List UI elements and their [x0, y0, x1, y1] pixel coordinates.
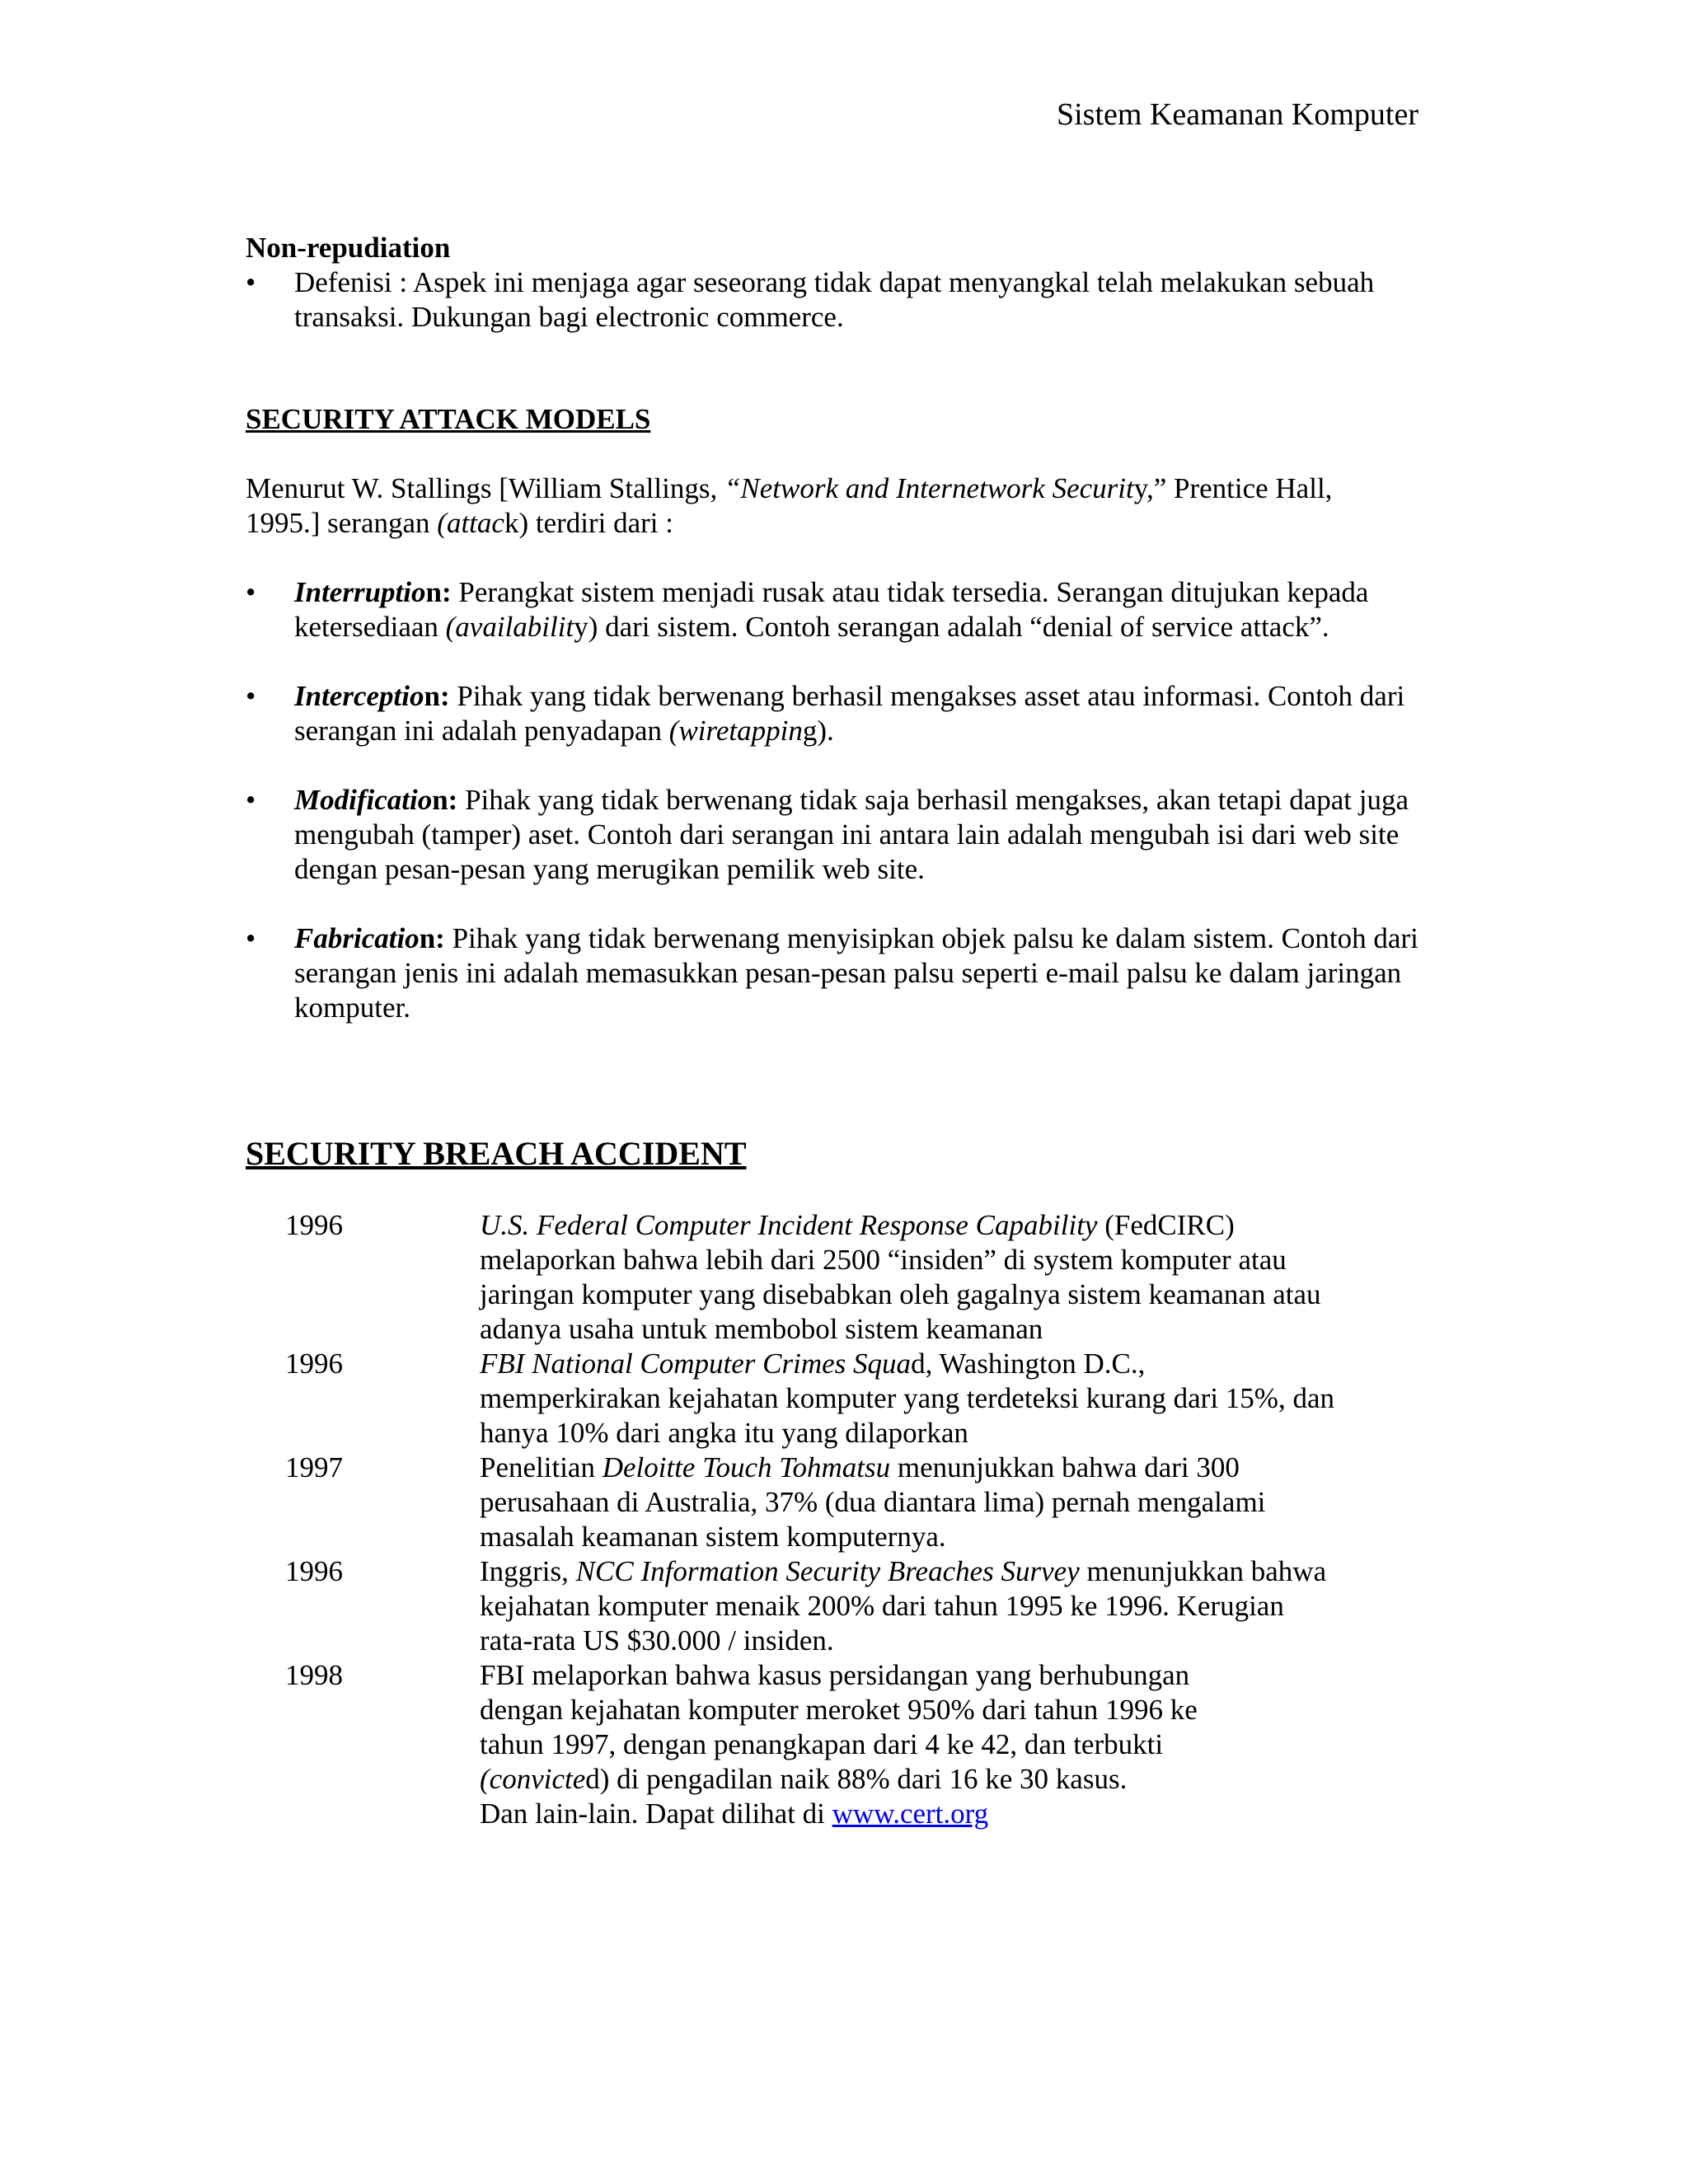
- breach-text: dengan kejahatan komputer meroket 950% dari tahun 1996 ke: [480, 1694, 1198, 1726]
- attack-term: [294, 680, 450, 712]
- intro-text: Menurut W. Stallings [William Stallings,: [246, 472, 724, 504]
- section-heading-attack-models: SECURITY ATTACK MODELS: [246, 403, 651, 435]
- breach-line: [480, 1727, 1386, 1762]
- breach-text: FBI National Computer Crimes Squa: [480, 1347, 912, 1380]
- breach-line: [480, 1381, 1386, 1416]
- breach-line: [480, 1520, 1386, 1554]
- breach-text: masalah keamanan sistem komputernya.: [480, 1521, 946, 1553]
- breach-text: d, Washington D.C.,: [911, 1347, 1146, 1380]
- attack-list-item: [246, 783, 1432, 887]
- breach-text: Inggris,: [480, 1555, 576, 1587]
- breach-line: [480, 1416, 1386, 1451]
- breach-text: (FedCIRC): [1097, 1209, 1235, 1241]
- breach-line: [480, 1347, 1386, 1381]
- attack-description: (availabilit: [445, 611, 574, 643]
- breach-text: jaringan komputer yang disebabkan oleh gagalnya sistem keamanan atau: [480, 1278, 1321, 1310]
- breach-text: tahun 1997, dengan penangkapan dari 4 ke 42, dan terbukti: [480, 1728, 1164, 1760]
- attack-description: Perangkat sistem menjadi rusak atau tidak tersedia. Serangan ditujukan kepada ketersediaan: [294, 576, 1369, 643]
- attack-term-italic: Fabricatio: [294, 922, 420, 954]
- non-repudiation-title: Non-repudiation: [246, 232, 451, 264]
- breach-text: kejahatan komputer menaik 200% dari tahun 1995 ke 1996. Kerugian: [480, 1590, 1284, 1622]
- breach-description: [480, 1554, 1386, 1658]
- breach-description: [480, 1451, 1386, 1554]
- breach-text: Deloitte Touch Tohmatsu: [602, 1451, 891, 1483]
- bullet-icon: •: [246, 922, 256, 954]
- breach-text: adanya usaha untuk membobol sistem keamanan: [480, 1313, 1043, 1345]
- attack-term: [294, 922, 445, 954]
- breach-entry: [285, 1347, 1439, 1451]
- non-repudiation-list: [246, 265, 1432, 335]
- bullet-icon: •: [246, 680, 256, 712]
- breach-text: melaporkan bahwa lebih dari 2500 “insiden” di system komputer atau: [480, 1244, 1287, 1276]
- breach-line: [480, 1762, 1386, 1797]
- attack-term: [294, 576, 452, 608]
- breach-text: Penelitian: [480, 1451, 603, 1483]
- breach-year: 1996: [285, 1209, 343, 1241]
- attack-term-tail: n:: [419, 922, 445, 954]
- attack-term-italic: Interruptio: [294, 576, 426, 608]
- breach-text: hanya 10% dari angka itu yang dilaporkan: [480, 1417, 968, 1449]
- attack-list-item: [246, 921, 1432, 1025]
- list-item: [246, 265, 1432, 335]
- breach-text: (convicte: [480, 1763, 586, 1795]
- breach-line: [480, 1277, 1386, 1312]
- breach-line: [480, 1589, 1386, 1624]
- breach-year: 1996: [285, 1347, 343, 1380]
- attack-description: Pihak yang tidak berwenang berhasil mengakses asset atau informasi. Contoh dari serangan ini adalah penyadapan: [294, 680, 1405, 747]
- breach-line: [480, 1658, 1386, 1693]
- breach-description: [480, 1347, 1386, 1451]
- breach-entry: [285, 1658, 1439, 1831]
- intro-text: y,” Prentice Hall, 1995.] serangan: [246, 472, 1333, 539]
- breach-line: [480, 1797, 1386, 1831]
- breach-text: FBI melaporkan bahwa kasus persidangan yang berhubungan: [480, 1659, 1190, 1691]
- breach-text: Dan lain-lain. Dapat dilihat di: [480, 1797, 832, 1830]
- breach-text: memperkirakan kejahatan komputer yang terdeteksi kurang dari 15%, dan: [480, 1382, 1334, 1414]
- attack-description: Pihak yang tidak berwenang tidak saja berhasil mengakses, akan tetapi dapat juga mengubah (tamper) aset. Contoh dari serangan ini antara lain adalah mengubah isi dari web site dengan pesan-pesan yang merugikan pemilik web site.: [294, 784, 1409, 885]
- attack-term-italic: Interceptio: [294, 680, 424, 712]
- breach-text: d) di pengadilan naik 88% dari 16 ke 30 kasus.: [585, 1763, 1128, 1795]
- breach-line: [480, 1208, 1386, 1243]
- bullet-icon: •: [246, 784, 256, 816]
- breach-text: menunjukkan bahwa dari 300: [890, 1451, 1240, 1483]
- attack-term-tail: n:: [432, 784, 458, 816]
- breach-text: NCC Information Security Breaches Survey: [575, 1555, 1080, 1587]
- breach-text: perusahaan di Australia, 37% (dua diantara lima) pernah mengalami: [480, 1486, 1266, 1518]
- running-header: Sistem Keamanan Komputer: [1056, 97, 1418, 132]
- intro-book-title: “Network and Internetwork Securit: [724, 472, 1134, 504]
- attack-term-tail: n:: [425, 576, 452, 608]
- attack-models-list: [246, 575, 1432, 1060]
- intro-text: k) terdiri dari :: [504, 507, 673, 539]
- attack-item-text: [294, 680, 1404, 747]
- bullet-icon: •: [246, 266, 256, 298]
- breach-line: [480, 1554, 1386, 1589]
- section-heading-breach: SECURITY BREACH ACCIDENT: [246, 1135, 747, 1172]
- breach-line: [480, 1624, 1386, 1658]
- breach-description: [480, 1208, 1386, 1347]
- breach-year: 1998: [285, 1659, 343, 1691]
- breach-line: [480, 1485, 1386, 1520]
- breach-year: 1997: [285, 1451, 343, 1483]
- breach-year: 1996: [285, 1555, 343, 1587]
- breach-text: U.S. Federal Computer Incident Response Capability: [480, 1209, 1098, 1241]
- attack-term: [294, 784, 457, 816]
- breach-line: [480, 1243, 1386, 1277]
- breach-line: [480, 1693, 1386, 1727]
- attack-description: y) dari sistem. Contoh serangan adalah “denial of service attack”.: [574, 611, 1329, 643]
- attack-item-text: [294, 784, 1409, 885]
- attack-list-item: [246, 575, 1432, 644]
- attack-list-item: [246, 679, 1432, 748]
- breach-entry: [285, 1208, 1439, 1347]
- breach-line: [480, 1312, 1386, 1347]
- breach-entry: [285, 1554, 1439, 1658]
- attack-term-italic: Modificatio: [294, 784, 433, 816]
- attack-item-text: [294, 922, 1418, 1024]
- intro-term: (attac: [437, 507, 504, 539]
- breach-text: menunjukkan bahwa: [1079, 1555, 1327, 1587]
- attack-description: (wiretappin: [668, 715, 803, 747]
- attack-models-intro: [246, 471, 1367, 541]
- cert-link[interactable]: www.cert.org: [832, 1797, 989, 1830]
- breach-entry: [285, 1451, 1439, 1554]
- breach-line: [480, 1451, 1386, 1485]
- attack-description: Pihak yang tidak berwenang menyisipkan objek palsu ke dalam sistem. Contoh dari serangan jenis ini adalah memasukkan pesan-pesan palsu seperti e-mail palsu ke dalam jaringan komputer.: [294, 922, 1418, 1024]
- non-repudiation-definition: Defenisi : Aspek ini menjaga agar seseorang tidak dapat menyangkal telah melakukan sebuah transaksi. Dukungan bagi electronic commerce.: [294, 266, 1375, 333]
- breach-description: [480, 1658, 1386, 1831]
- attack-term-tail: n:: [424, 680, 450, 712]
- breach-text: rata-rata US $30.000 / insiden.: [480, 1624, 834, 1657]
- attack-description: g).: [802, 715, 834, 747]
- bullet-icon: •: [246, 576, 256, 608]
- attack-item-text: [294, 576, 1368, 643]
- breach-timeline: [285, 1208, 1439, 1831]
